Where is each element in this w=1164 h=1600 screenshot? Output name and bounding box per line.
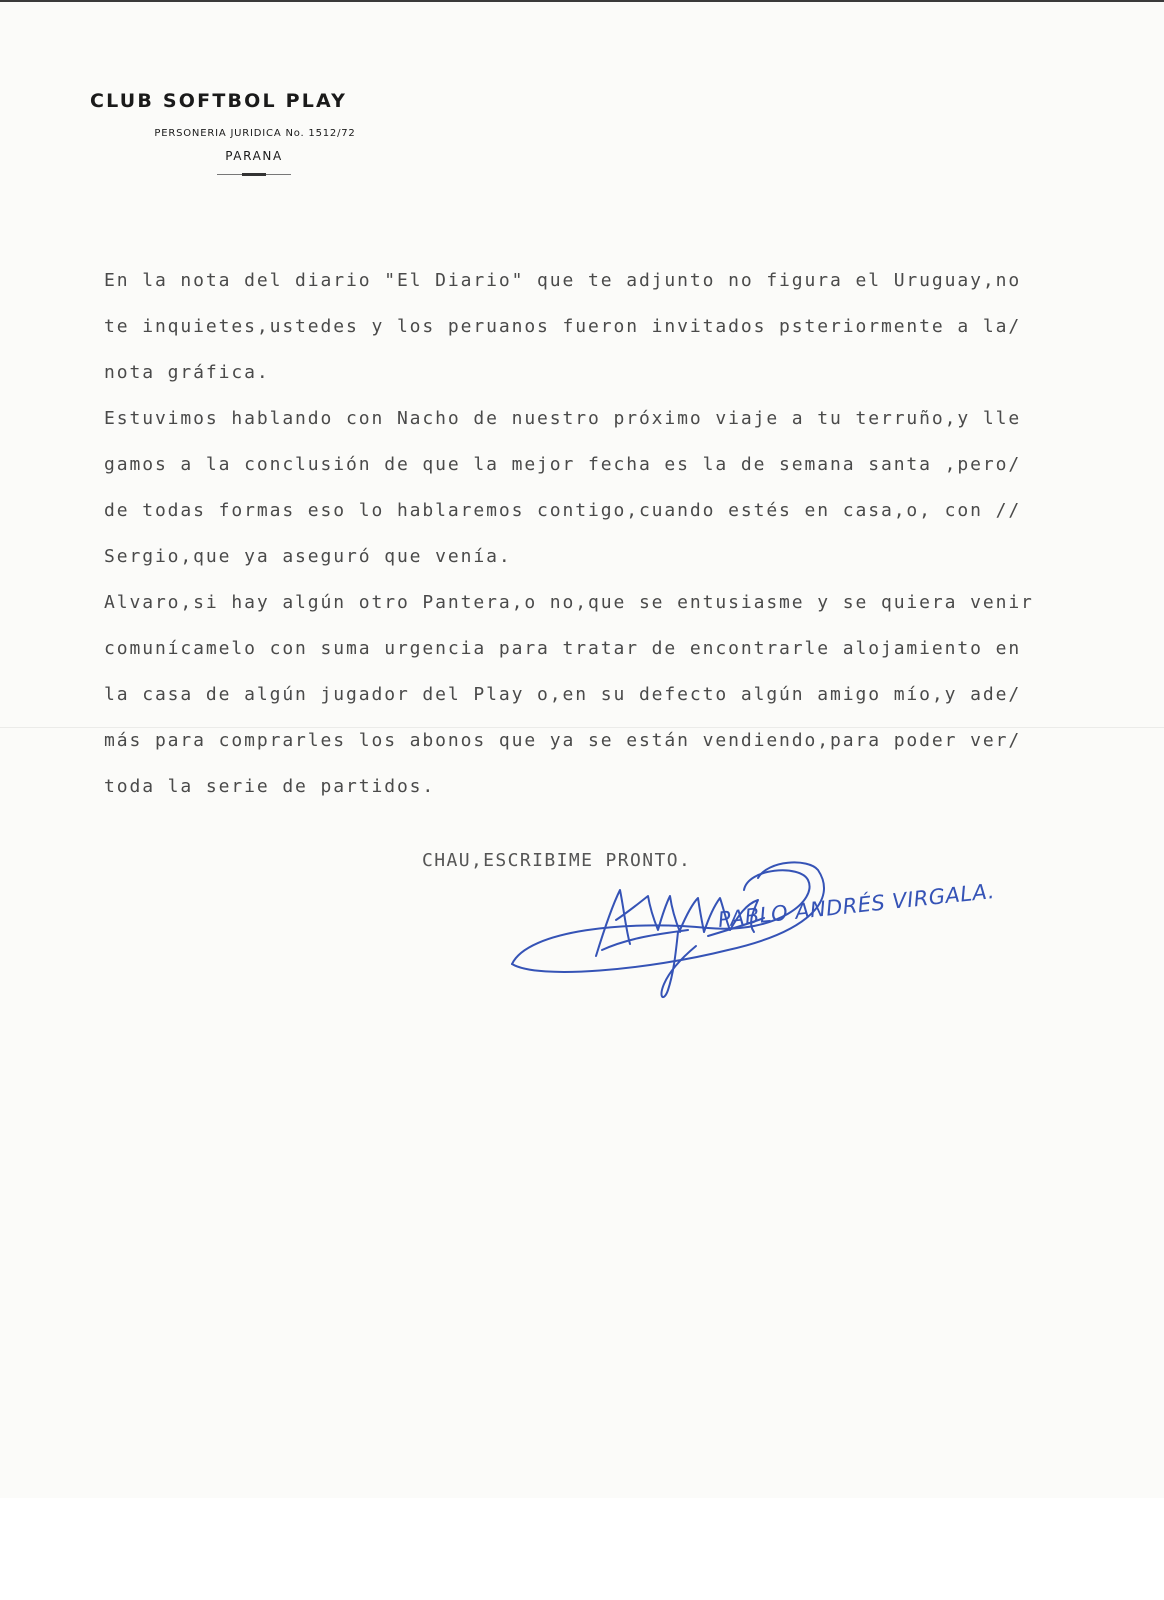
city-name: PARANA xyxy=(225,149,283,163)
body-line: más para comprarles los abonos que ya se están vendiendo,para poder ver/ xyxy=(104,730,1022,751)
body-line: En la nota del diario "El Diario" que te adjunto no figura el Uruguay,no xyxy=(104,270,1022,291)
club-name: CLUB SOFTBOL PLAY xyxy=(90,90,348,112)
body-line: toda la serie de partidos. xyxy=(104,776,436,797)
letterhead-rule xyxy=(217,174,291,175)
body-line: nota gráfica. xyxy=(104,362,270,383)
closing-line: CHAU,ESCRIBIME PRONTO. xyxy=(422,850,692,871)
body-line: Alvaro,si hay algún otro Pantera,o no,que se entusiasme y se quiera venir xyxy=(104,592,1034,613)
legal-status: PERSONERIA JURIDICA No. 1512/72 xyxy=(154,128,356,139)
body-line: la casa de algún jugador del Play o,en su defecto algún amigo mío,y ade/ xyxy=(104,684,1022,705)
body-line: de todas formas eso lo hablaremos contigo,cuando estés en casa,o, con // xyxy=(104,500,1022,521)
body-line: Sergio,que ya aseguró que venía. xyxy=(104,546,512,567)
paper-top-edge xyxy=(0,0,1164,2)
signature-printed-name: PABLO ANDRÉS VIRGALA. xyxy=(716,878,996,932)
body-line: te inquietes,ustedes y los peruanos fueron invitados psteriormente a la/ xyxy=(104,316,1022,337)
body-line: comunícamelo con suma urgencia para tratar de encontrarle alojamiento en xyxy=(104,638,1022,659)
letter-body xyxy=(104,258,1114,810)
body-line: Estuvimos hablando con Nacho de nuestro próximo viaje a tu terruño,y lle xyxy=(104,408,1022,429)
body-line: gamos a la conclusión de que la mejor fecha es la de semana santa ,pero/ xyxy=(104,454,1022,475)
letterhead xyxy=(78,88,412,175)
letterhead-rule-mark xyxy=(242,173,266,176)
